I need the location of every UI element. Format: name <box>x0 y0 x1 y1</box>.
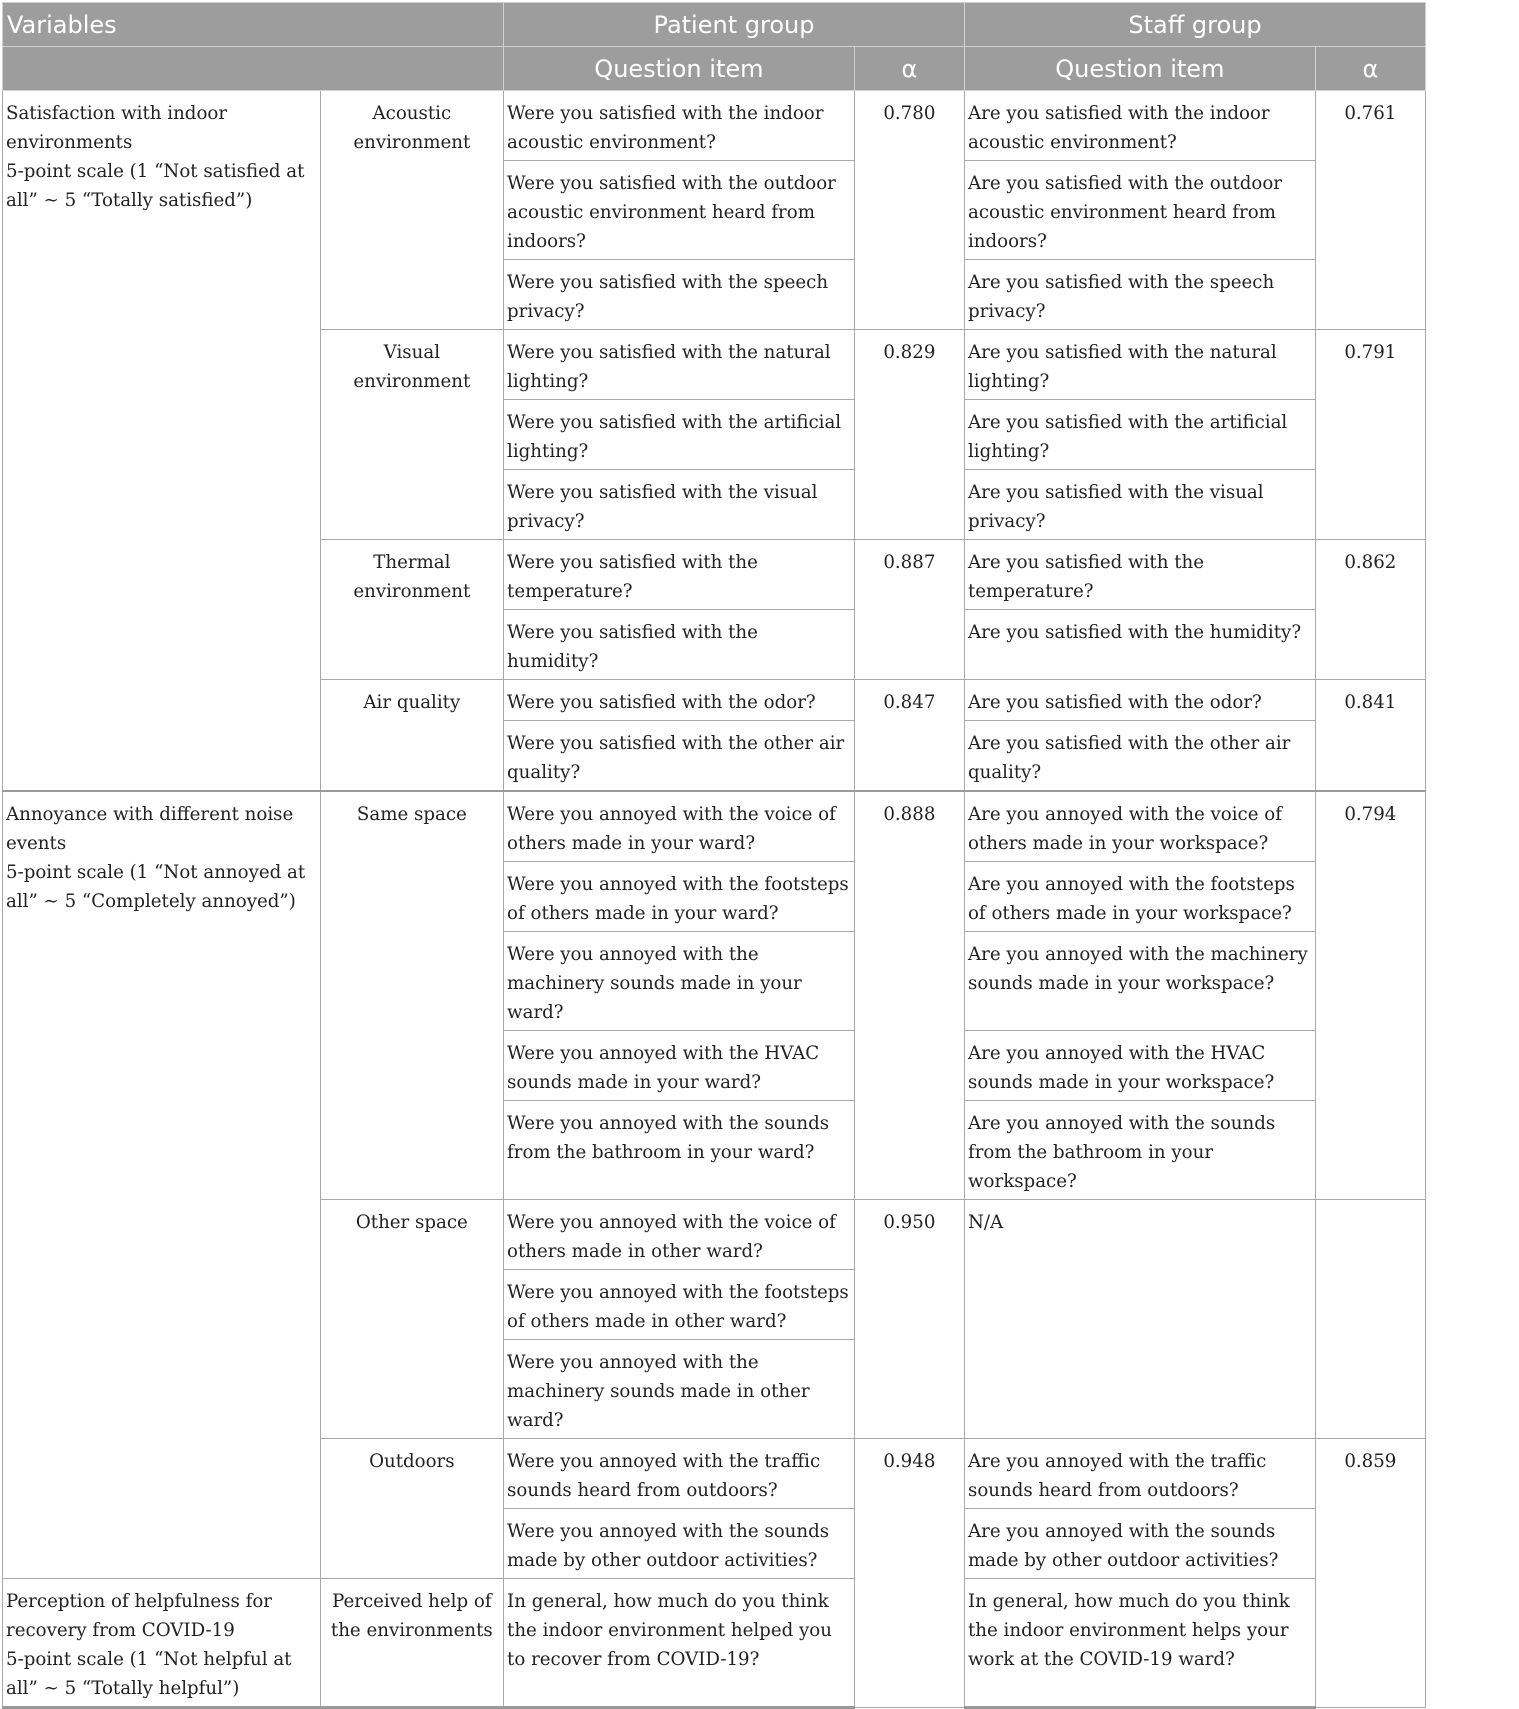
staff-question: Are you satisfied with the artificial lighting? <box>964 400 1315 470</box>
patient-question: Were you satisfied with the outdoor acoustic environment heard from indoors? <box>504 161 855 260</box>
patient-question: Were you satisfied with the artificial lighting? <box>504 400 855 470</box>
staff-question: Are you annoyed with the footsteps of others made in your workspace? <box>964 862 1315 932</box>
patient-question: Were you satisfied with the natural lighting? <box>504 330 855 400</box>
variable-scale: 5-point scale (1 “Not annoyed at all” ∼ 5 “Completely annoyed”) <box>6 862 306 912</box>
staff-question: Are you satisfied with the other air quality? <box>964 721 1315 792</box>
staff-question: Are you satisfied with the indoor acoustic environment? <box>964 91 1315 161</box>
staff-question: Are you annoyed with the voice of others made in your workspace? <box>964 791 1315 862</box>
patient-alpha: 0.888 <box>854 791 964 1200</box>
subcategory-label: Visual environment <box>320 330 503 540</box>
patient-question: Were you annoyed with the voice of others made in your ward? <box>504 791 855 862</box>
patient-alpha-header: α <box>854 47 964 91</box>
subcategory-label: Perceived help of the environments <box>320 1579 503 1708</box>
patient-alpha: 0.829 <box>854 330 964 540</box>
variable-cell-helpfulness <box>3 1579 321 1708</box>
patient-alpha: 0.950 <box>854 1200 964 1439</box>
subcategory-label: Thermal environment <box>320 540 503 680</box>
patient-alpha: 0.847 <box>854 680 964 792</box>
staff-question: Are you satisfied with the outdoor acoustic environment heard from indoors? <box>964 161 1315 260</box>
staff-question: Are you satisfied with the natural lighting? <box>964 330 1315 400</box>
subcategory-label: Outdoors <box>320 1439 503 1579</box>
staff-question-item-header: Question item <box>964 47 1315 91</box>
staff-alpha: 0.791 <box>1315 330 1425 540</box>
table-row <box>3 791 1426 862</box>
staff-question: Are you satisfied with the humidity? <box>964 610 1315 680</box>
patient-question: Were you annoyed with the traffic sounds heard from outdoors? <box>504 1439 855 1509</box>
staff-alpha: 0.841 <box>1315 680 1425 792</box>
staff-question: Are you annoyed with the HVAC sounds made in your workspace? <box>964 1031 1315 1101</box>
survey-items-table <box>2 2 1426 1709</box>
subcategory-label: Acoustic environment <box>320 91 503 330</box>
staff-question: Are you annoyed with the sounds made by other outdoor activities? <box>964 1509 1315 1579</box>
staff-question: Are you annoyed with the traffic sounds heard from outdoors? <box>964 1439 1315 1509</box>
staff-question: Are you satisfied with the visual privacy? <box>964 470 1315 540</box>
staff-question: Are you satisfied with the odor? <box>964 680 1315 721</box>
variable-title: Satisfaction with indoor environments <box>6 103 228 153</box>
staff-question: Are you annoyed with the machinery sounds made in your workspace? <box>964 932 1315 1031</box>
variables-header: Variables <box>3 3 504 47</box>
variable-title: Perception of helpfulness for recovery from COVID-19 <box>6 1591 273 1641</box>
staff-na: N/A <box>964 1200 1315 1439</box>
header-row-2 <box>3 47 1426 91</box>
patient-alpha: 0.780 <box>854 91 964 330</box>
staff-alpha: 0.862 <box>1315 540 1425 680</box>
staff-question: Are you satisfied with the temperature? <box>964 540 1315 610</box>
patient-question: Were you satisfied with the humidity? <box>504 610 855 680</box>
staff-alpha-header: α <box>1315 47 1425 91</box>
patient-question: Were you annoyed with the machinery sounds made in other ward? <box>504 1340 855 1439</box>
patient-question: Were you annoyed with the sounds made by other outdoor activities? <box>504 1509 855 1579</box>
patient-question: Were you annoyed with the footsteps of others made in other ward? <box>504 1270 855 1340</box>
patient-question-item-header: Question item <box>504 47 855 91</box>
staff-question: Are you annoyed with the sounds from the bathroom in your workspace? <box>964 1101 1315 1200</box>
patient-question: Were you annoyed with the machinery sounds made in your ward? <box>504 932 855 1031</box>
subcategory-label: Same space <box>320 791 503 1200</box>
staff-group-header: Staff group <box>964 3 1425 47</box>
variable-scale: 5-point scale (1 “Not helpful at all” ∼ 5 “Totally helpful”) <box>6 1649 292 1699</box>
staff-question: Are you satisfied with the speech privacy? <box>964 260 1315 330</box>
patient-question: Were you satisfied with the temperature? <box>504 540 855 610</box>
header-row-1 <box>3 3 1426 47</box>
staff-alpha: 0.794 <box>1315 791 1425 1200</box>
staff-alpha: 0.761 <box>1315 91 1425 330</box>
subcategory-label: Air quality <box>320 680 503 792</box>
patient-question: Were you satisfied with the odor? <box>504 680 855 721</box>
staff-question: In general, how much do you think the indoor environment helps your work at the COVID-19 ward? <box>964 1579 1315 1708</box>
variable-scale: 5-point scale (1 “Not satisfied at all” ∼ 5 “Totally satisfied”) <box>6 161 305 211</box>
subcategory-label: Other space <box>320 1200 503 1439</box>
table-row <box>3 1579 1426 1708</box>
variable-title: Annoyance with different noise events <box>6 804 294 854</box>
patient-alpha: 0.887 <box>854 540 964 680</box>
variable-cell-annoyance <box>3 791 321 1579</box>
staff-alpha: 0.859 <box>1315 1439 1425 1708</box>
patient-question: Were you annoyed with the footsteps of others made in your ward? <box>504 862 855 932</box>
patient-question: In general, how much do you think the indoor environment helped you to recover from COVID-19? <box>504 1579 855 1708</box>
variables-subheader-empty <box>3 47 504 91</box>
patient-question: Were you satisfied with the visual privacy? <box>504 470 855 540</box>
patient-question: Were you satisfied with the other air quality? <box>504 721 855 792</box>
patient-alpha: 0.948 <box>854 1439 964 1708</box>
staff-alpha-empty <box>1315 1200 1425 1439</box>
patient-question: Were you annoyed with the voice of others made in other ward? <box>504 1200 855 1270</box>
patient-question: Were you satisfied with the speech privacy? <box>504 260 855 330</box>
patient-question: Were you annoyed with the sounds from the bathroom in your ward? <box>504 1101 855 1200</box>
patient-question: Were you satisfied with the indoor acoustic environment? <box>504 91 855 161</box>
patient-group-header: Patient group <box>504 3 965 47</box>
variable-cell-satisfaction <box>3 91 321 792</box>
patient-question: Were you annoyed with the HVAC sounds made in your ward? <box>504 1031 855 1101</box>
table-row <box>3 91 1426 161</box>
